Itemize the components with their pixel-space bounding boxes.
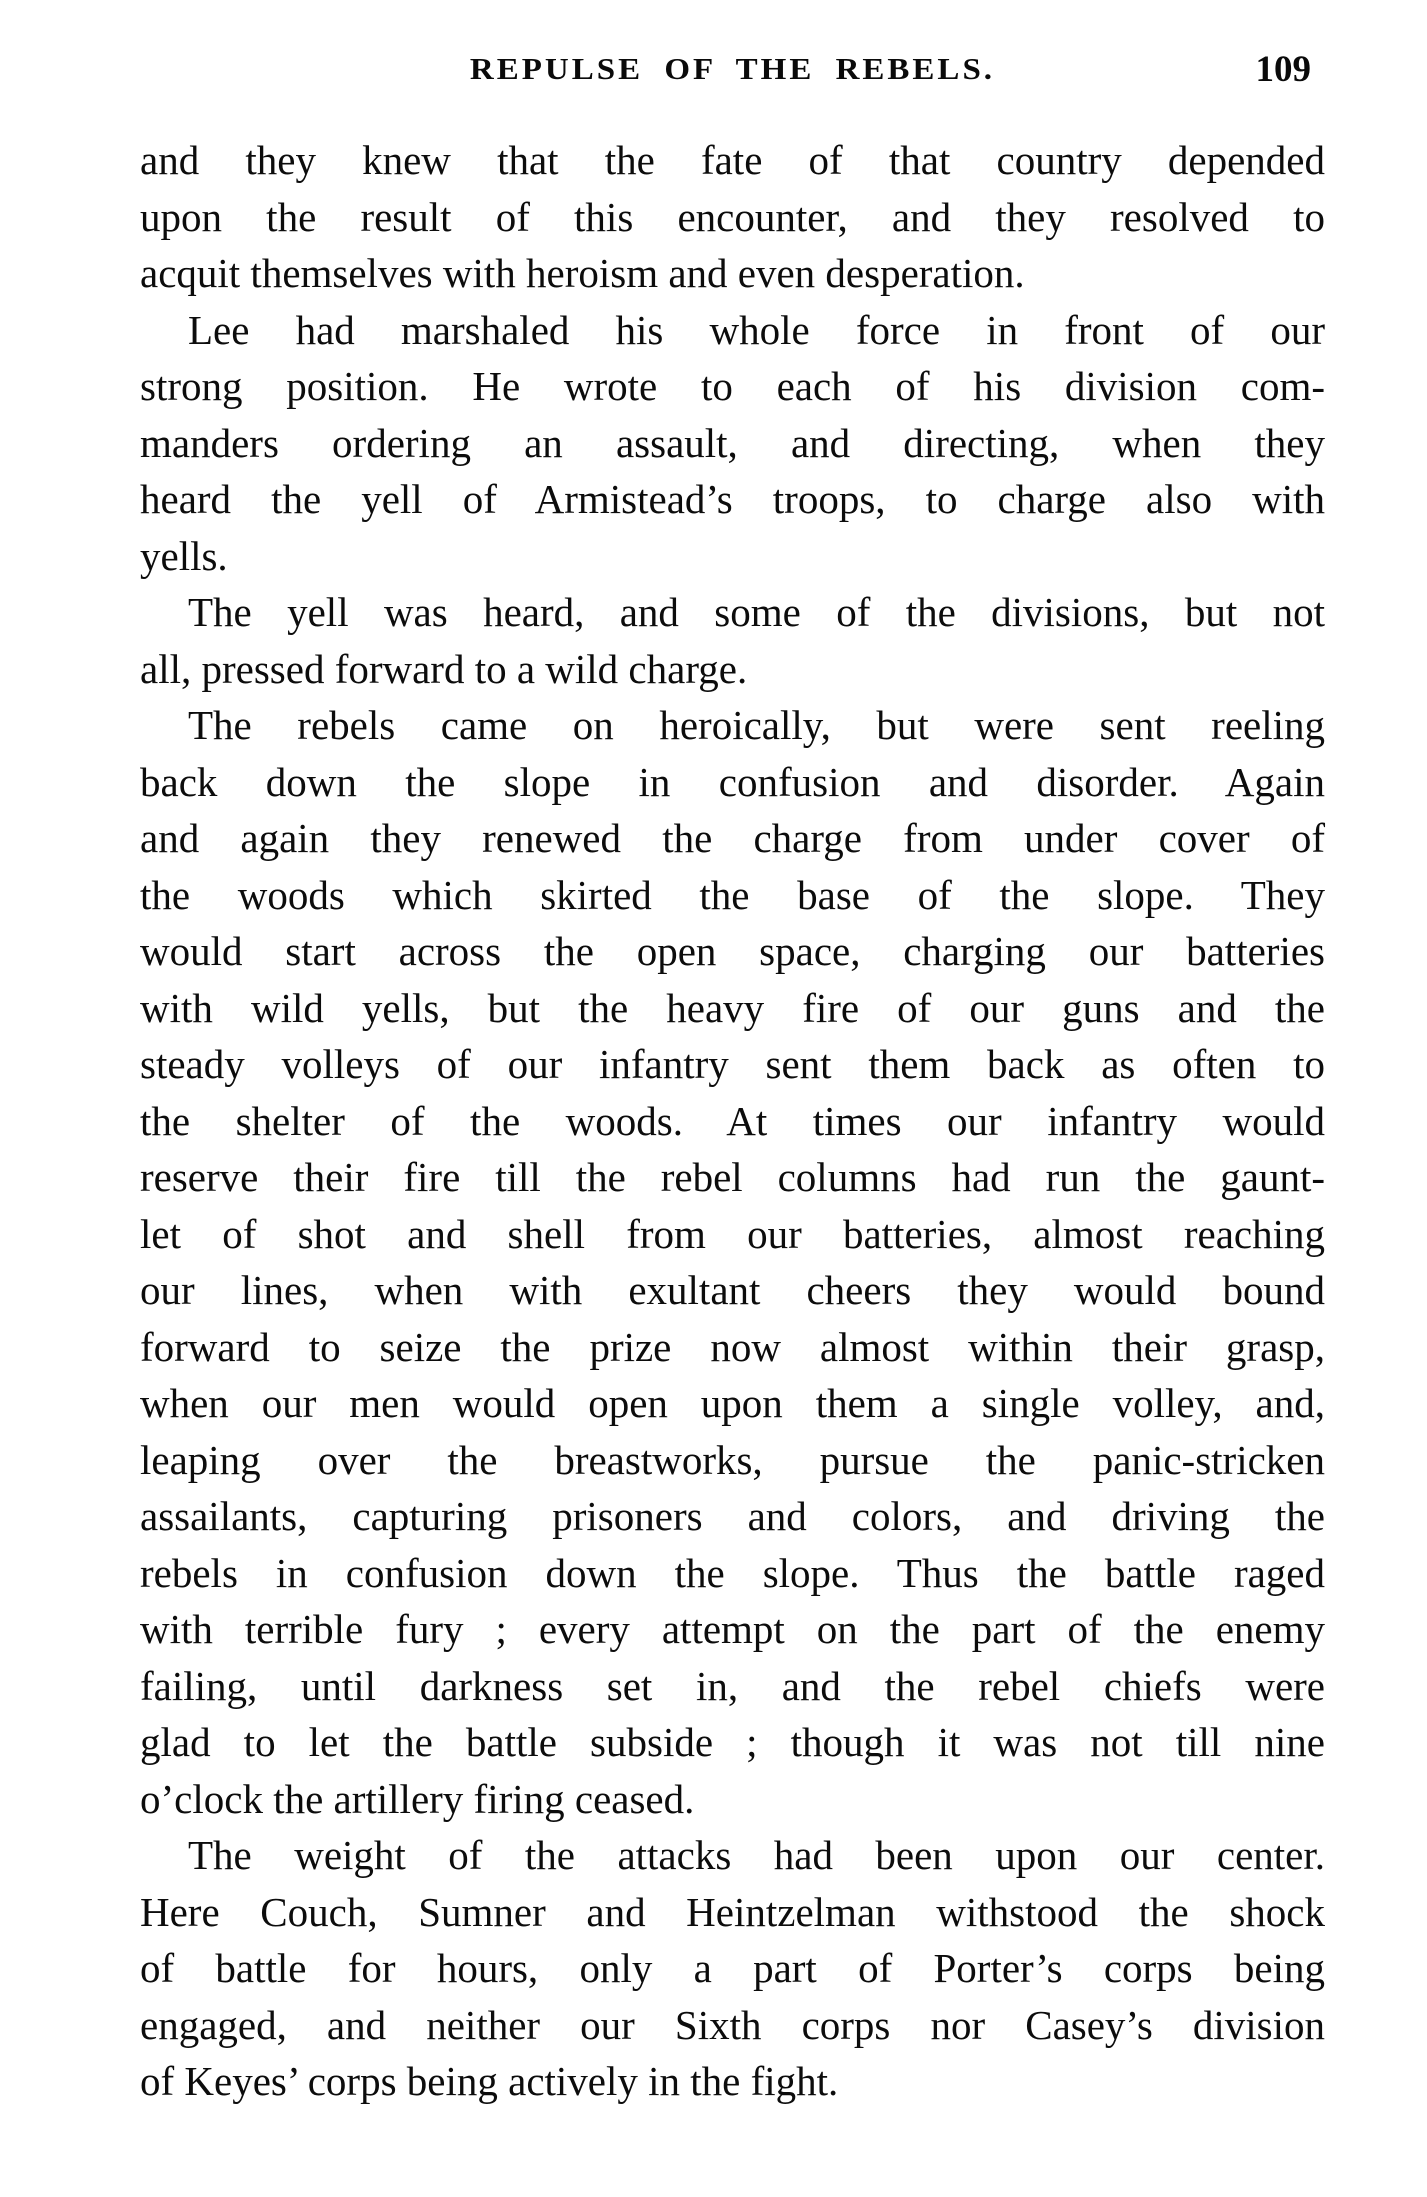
text-line: of Keyes’ corps being actively in the fight.: [140, 2058, 839, 2104]
text-line: engaged, and neither our Sixth corps nor Casey’s division: [140, 2001, 1325, 2048]
page-header: [140, 48, 1325, 92]
text-line: our lines, when with exultant cheers they would bound: [140, 1267, 1325, 1313]
text-line: acquit themselves with heroism and even desperation.: [140, 250, 1025, 296]
text-line: leaping over the breastworks, pursue the panic-stricken: [140, 1436, 1325, 1483]
text-block: [140, 132, 1325, 2110]
text-line: let of shot and shell from our batteries, almost reaching: [140, 1210, 1325, 1257]
text-line: The yell was heard, and some of the divisions, but not: [188, 589, 1325, 635]
text-line: all, pressed forward to a wild charge.: [140, 645, 748, 692]
text-line: manders ordering an assault, and directing, when they: [140, 419, 1325, 466]
text-line: Lee had marshaled his whole force in front of our: [188, 306, 1325, 353]
text-line: Here Couch, Sumner and Heintzelman withstood the shock: [140, 1888, 1325, 1935]
running-head-title: REPULSE OF THE REBELS.: [469, 53, 996, 87]
text-line: when our men would open upon them a single volley, and,: [140, 1380, 1325, 1426]
text-line: upon the result of this encounter, and they resolved to: [140, 193, 1325, 240]
text-line: glad to let the battle subside ; though it was not till nine: [140, 1719, 1325, 1765]
text-line: strong position. He wrote to each of his division com-: [140, 363, 1325, 409]
text-line: of battle for hours, only a part of Porter’s corps being: [140, 1945, 1325, 1991]
text-line: back down the slope in confusion and disorder. Again: [140, 758, 1325, 805]
text-line: with wild yells, but the heavy fire of our guns and the: [140, 984, 1325, 1031]
text-line: The rebels came on heroically, but were sent reeling: [188, 702, 1325, 748]
text-line: would start across the open space, charging our batteries: [140, 928, 1325, 974]
text-line: o’clock the artillery firing ceased.: [140, 1775, 695, 1822]
text-line: yells.: [140, 532, 228, 579]
text-line: rebels in confusion down the slope. Thus the battle raged: [140, 1549, 1325, 1596]
text-line: steady volleys of our infantry sent them back as often to: [140, 1041, 1325, 1087]
text-line: reserve their fire till the rebel columns had run the gaunt-: [140, 1154, 1325, 1200]
text-line: assailants, capturing prisoners and colors, and driving the: [140, 1493, 1325, 1539]
text-line: The weight of the attacks had been upon our center.: [188, 1832, 1325, 1878]
text-line: failing, until darkness set in, and the rebel chiefs were: [140, 1662, 1325, 1709]
text-line: the woods which skirted the base of the slope. They: [140, 871, 1325, 918]
text-line: and they knew that the fate of that country depended: [140, 137, 1325, 183]
text-line: forward to seize the prize now almost within their grasp,: [140, 1323, 1325, 1370]
text-line: heard the yell of Armistead’s troops, to charge also with: [140, 476, 1325, 522]
text-line: the shelter of the woods. At times our infantry would: [140, 1097, 1325, 1144]
text-line: with terrible fury ; every attempt on the part of the enemy: [140, 1606, 1325, 1652]
text-line: and again they renewed the charge from under cover of: [140, 815, 1325, 861]
page-number: 109: [1255, 49, 1311, 90]
